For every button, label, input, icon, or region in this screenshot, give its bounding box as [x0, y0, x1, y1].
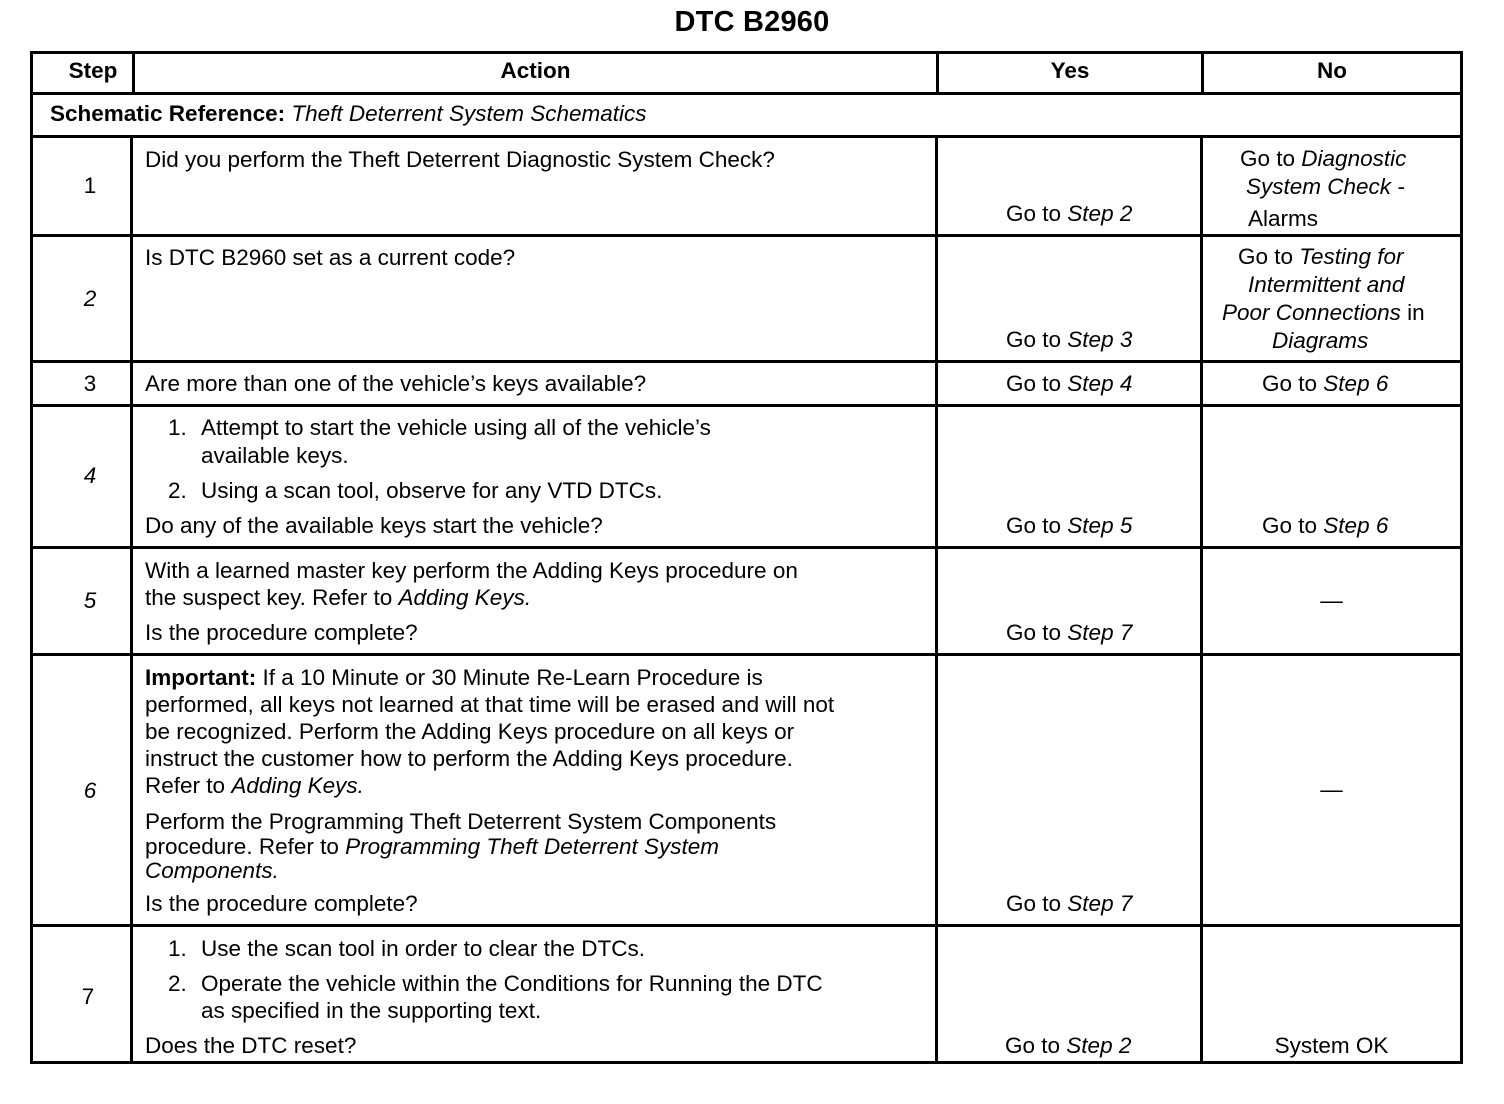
no-cell: System OK [1274, 1033, 1389, 1058]
action-text: Are more than one of the vehicle’s keys available? [145, 371, 647, 396]
list-item: Using a scan tool, observe for any VTD DTCs. [201, 478, 663, 503]
row-divider [33, 135, 1460, 138]
yes-cell: Go to Step 4 [1006, 371, 1133, 396]
procedure-link[interactable]: Adding Keys. [231, 773, 364, 798]
procedure-link[interactable]: Diagrams [1272, 328, 1369, 353]
col-divider [935, 138, 938, 1061]
action-text: Did you perform the Theft Deterrent Diagnostic System Check? [145, 147, 775, 172]
row-divider [33, 360, 1460, 363]
step-link[interactable]: Step 2 [1066, 1033, 1132, 1058]
row-divider [33, 234, 1460, 237]
procedure-link[interactable]: Components. [145, 858, 279, 883]
step-link[interactable]: Step 7 [1067, 891, 1133, 916]
no-cell: — [1320, 588, 1343, 613]
table-border-bottom [30, 1061, 1463, 1064]
yes-cell: Go to Step 2 [1005, 1033, 1132, 1058]
list-number: 1. [168, 415, 187, 440]
step-link[interactable]: Step 6 [1323, 513, 1389, 538]
header-no: No [1317, 58, 1347, 83]
list-number: 2. [168, 971, 187, 996]
action-text: be recognized. Perform the Adding Keys procedure on all keys or [145, 719, 795, 744]
table-border-right [1460, 51, 1463, 1064]
no-cell: Go to Step 6 [1262, 513, 1389, 538]
table-border-left [30, 51, 33, 1064]
action-question: Is the procedure complete? [145, 620, 418, 645]
no-cell: Go to Testing for [1238, 244, 1404, 269]
schematic-label: Schematic Reference: [50, 101, 286, 126]
procedure-link[interactable]: Testing for [1299, 244, 1404, 269]
step-link[interactable]: Step 3 [1067, 327, 1133, 352]
procedure-link[interactable]: Diagnostic [1301, 146, 1407, 171]
yes-cell: Go to Step 2 [1006, 201, 1133, 226]
list-number: 1. [168, 936, 187, 961]
important-note: Important: If a 10 Minute or 30 Minute Re-Learn Procedure is [145, 665, 763, 690]
list-number: 2. [168, 478, 187, 503]
action-question: Does the DTC reset? [145, 1033, 357, 1058]
action-text: With a learned master key perform the Adding Keys procedure on [145, 558, 798, 583]
schematic-link[interactable]: Theft Deterrent System Schematics [291, 101, 647, 126]
action-question: Is the procedure complete? [145, 891, 418, 916]
action-text: Refer to Adding Keys. [145, 773, 364, 798]
row-divider [33, 653, 1460, 656]
yes-cell: Go to Step 7 [1006, 620, 1133, 645]
list-item: available keys. [201, 443, 349, 468]
procedure-link[interactable]: Intermittent and [1248, 272, 1405, 297]
step-number: 3 [83, 371, 97, 396]
action-text: procedure. Refer to Programming Theft Deterrent System [145, 834, 720, 859]
step-number: 6 [83, 778, 97, 803]
list-item: Attempt to start the vehicle using all of the vehicle’s [201, 415, 711, 440]
header-yes: Yes [1050, 58, 1090, 83]
step-link[interactable]: Step 5 [1067, 513, 1133, 538]
no-cell: — [1320, 777, 1343, 802]
action-question: Do any of the available keys start the vehicle? [145, 513, 603, 538]
procedure-link[interactable]: Programming Theft Deterrent System [345, 834, 720, 859]
action-text: performed, all keys not learned at that time will be erased and will not [145, 692, 835, 717]
header-step: Step [68, 58, 118, 83]
no-cell: Go to Diagnostic [1240, 146, 1407, 171]
procedure-link[interactable]: Poor Connections [1222, 300, 1401, 325]
row-divider [33, 404, 1460, 407]
header-action: Action [500, 58, 571, 83]
action-text: Is DTC B2960 set as a current code? [145, 245, 516, 270]
list-item: as specified in the supporting text. [201, 998, 542, 1023]
step-number: 4 [83, 463, 97, 488]
action-text: instruct the customer how to perform the Adding Keys procedure. [145, 746, 793, 771]
step-link[interactable]: Step 6 [1323, 371, 1389, 396]
step-number: 7 [81, 984, 95, 1009]
schematic-reference [50, 101, 647, 127]
yes-cell: Go to Step 3 [1006, 327, 1133, 352]
row-divider [33, 924, 1460, 927]
yes-cell: Go to Step 5 [1006, 513, 1133, 538]
list-item: Operate the vehicle within the Conditions for Running the DTC [201, 971, 823, 996]
row-divider [33, 92, 1460, 95]
row-divider [33, 546, 1460, 549]
action-text: Perform the Programming Theft Deterrent System Components [145, 809, 777, 834]
no-cell: Poor Connections in [1222, 300, 1425, 325]
procedure-link[interactable]: Adding Keys. [398, 585, 532, 610]
step-link[interactable]: Step 7 [1067, 620, 1133, 645]
no-cell: Go to Step 6 [1262, 371, 1389, 396]
important-label: Important: [145, 665, 257, 690]
no-cell-note: Alarms [1248, 206, 1319, 231]
list-item: Use the scan tool in order to clear the DTCs. [201, 936, 645, 961]
table-border-top [33, 51, 1463, 54]
yes-cell: Go to Step 7 [1006, 891, 1133, 916]
step-link[interactable]: Step 4 [1067, 371, 1133, 396]
procedure-link[interactable]: System Check - [1246, 174, 1405, 199]
step-number: 5 [83, 588, 97, 613]
step-link[interactable]: Step 2 [1067, 201, 1133, 226]
step-number: 2 [83, 286, 97, 311]
page-title: DTC B2960 [674, 6, 830, 38]
action-text: the suspect key. Refer to Adding Keys. [145, 585, 532, 610]
step-number: 1 [83, 173, 97, 198]
